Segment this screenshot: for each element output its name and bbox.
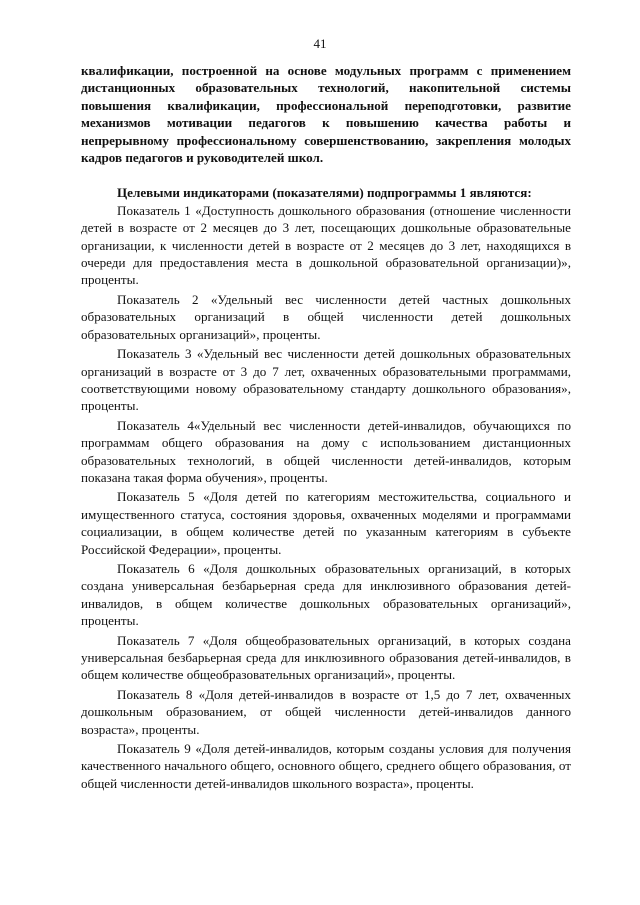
indicator-paragraph: Показатель 4«Удельный вес численности детей-инвалидов, обучающихся по программам общего образования на дому с использованием дистанционных образовательных технологий, в общей численности детей-инвалидов, которым показана такая форма обучения», проценты. xyxy=(81,417,571,485)
indicator-paragraph: Показатель 2 «Удельный вес численности детей частных дошкольных образовательных организаций в общей численности детей дошкольных образовательных организаций», проценты. xyxy=(81,291,571,342)
intro-paragraph: квалификации, построенной на основе модульных программ с применением дистанционных образовательных технологий, накопительной системы повышения квалификации, профессиональной переподготовки, развитие механизмов мотивации педагогов к повышению качества работы и непрерывному профессиональному совершенствованию, закрепления молодых кадров педагогов и руководителей школ. xyxy=(81,63,571,166)
indicator-paragraph: Показатель 7 «Доля общеобразовательных организаций, в которых создана универсальная безбарьерная среда для инклюзивного образования детей-инвалидов, в общем количестве общеобразовательных организаций», проценты. xyxy=(81,632,571,683)
indicator-paragraph: Показатель 3 «Удельный вес численности детей дошкольных образовательных организаций в возрасте от 3 до 7 лет, охваченных образовательными программами, соответствующими новому образовательному стандарту дошкольного образования», проценты. xyxy=(81,346,571,414)
page-body xyxy=(81,62,571,792)
indicator-paragraph: Показатель 5 «Доля детей по категориям местожительства, социального и имущественного статуса, состояния здоровья, охваченных моделями и программами социализации, в общем количестве детей по указанным категориям в субъекте Российской Федерации», проценты. xyxy=(81,489,571,557)
indicator-paragraph: Показатель 1 «Доступность дошкольного образования (отношение численности детей в возрасте от 2 месяцев до 3 лет, посещающих дошкольные образовательные организации, к численности детей в возрасте от 2 месяцев до 3 лет, находящихся в очереди для предоставления места в дошкольной образовательной организации)», проценты. xyxy=(81,202,571,288)
indicator-paragraph: Показатель 8 «Доля детей-инвалидов в возрасте от 1,5 до 7 лет, охваченных дошкольным образованием, от общей численности детей-инвалидов данного возраста», проценты. xyxy=(81,686,571,737)
indicator-paragraph: Показатель 9 «Доля детей-инвалидов, которым созданы условия для получения качественного начального общего, основного общего, среднего общего образования, от общей численности детей-инвалидов школьного возраста», проценты. xyxy=(81,741,571,791)
indicator-paragraph: Показатель 6 «Доля дошкольных образовательных организаций, в которых создана универсальная безбарьерная среда для инклюзивного образования детей-инвалидов, в общем количестве дошкольных образовательных организаций», проценты. xyxy=(81,560,571,629)
page-number: 41 xyxy=(313,36,327,51)
section-heading: Целевыми индикаторами (показателями) подпрограммы 1 являются: xyxy=(117,185,532,201)
